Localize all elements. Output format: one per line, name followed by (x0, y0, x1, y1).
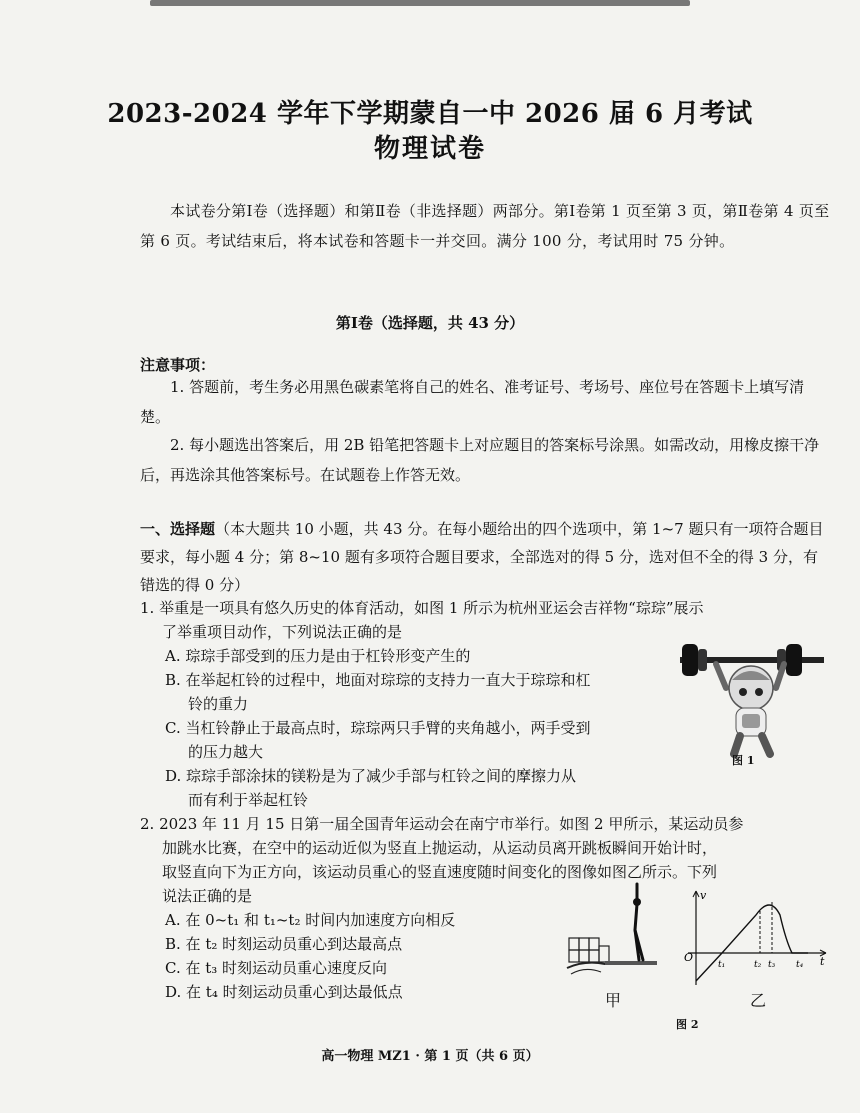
v-axis-label: v (700, 889, 707, 902)
q1-stem-line2: 了举重项目动作，下列说法正确的是 (162, 623, 403, 641)
q2-stem-line1: 2. 2023 年 11 月 15 日第一届全国青年运动会在南宁市举行。如图 2 甲所示，某运动员参 (140, 815, 744, 833)
part1-instructions (140, 515, 830, 599)
part1-heading: 一、选择题 (140, 520, 216, 538)
figure-2b-label: 乙 (750, 991, 767, 1010)
exam-subject: 物理试卷 (373, 134, 486, 164)
q2-stem-line2: 加跳水比赛，在空中的运动近似为竖直上抛运动，从运动员离开跳板瞬间开始计时， (162, 839, 718, 857)
q2-option-b: B. 在 t₂ 时刻运动员重心到达最高点 (165, 935, 403, 953)
tick-t2: t₂ (754, 960, 762, 970)
figure-2-caption: 图 2 (676, 1018, 699, 1031)
t-axis-label: t (820, 955, 825, 968)
origin-label: O (684, 951, 694, 964)
q1-option-c-line1: C. 当杠铃静止于最高点时，琮琮两只手臂的夹角越小，两手受到 (165, 719, 591, 737)
q2-option-c: C. 在 t₃ 时刻运动员重心速度反向 (165, 959, 388, 977)
note-item-1: 1. 答题前，考生务必用黑色碳素笔将自己的姓名、准考证号、考场号、座位号在答题卡上填写清楚。 (140, 378, 805, 426)
figure-1-weightlifting-mascot (676, 640, 826, 758)
figure-2a-label: 甲 (605, 991, 622, 1010)
q1-option-a: A. 琮琮手部受到的压力是由于杠铃形变产生的 (165, 647, 471, 665)
scan-edge-shadow (150, 0, 690, 6)
part1-text: （本大题共 10 小题，共 43 分。在每小题给出的四个选项中，第 1~7 题只有一项符合题目要求，每小题 4 分；第 8~10 题有多项符合题目要求，全部选对的得 5 分，选对但不全的得 3 分，有错选的得 0 分） (140, 520, 824, 594)
q1-option-c-line2: 的压力越大 (188, 743, 264, 761)
note-item-2: 2. 每小题选出答案后，用 2B 铅笔把答题卡上对应题目的答案标号涂黑。如需改动，用橡皮擦干净后，再选涂其他答案标号。在试题卷上作答无效。 (140, 436, 820, 484)
page-footer: 高一物理 MZ1 · 第 1 页（共 6 页） (321, 1049, 539, 1064)
exam-title: 2023-2024 学年下学期蒙自一中 2026 届 6 月考试 (107, 99, 753, 129)
q2-option-a: A. 在 0~t₁ 和 t₁~t₂ 时间内加速度方向相反 (165, 911, 456, 929)
q1-option-d-line1: D. 琮琮手部涂抹的镁粉是为了减少手部与杠铃之间的摩擦力从 (165, 767, 577, 785)
q2-stem-line3: 取竖直向下为正方向，该运动员重心的竖直速度随时间变化的图像如图乙所示。下列 (162, 863, 718, 881)
q2-stem-line4: 说法正确的是 (162, 887, 253, 905)
q1-option-b-line1: B. 在举起杠铃的过程中，地面对琮琮的支持力一直大于琮琮和杠 (165, 671, 591, 689)
notes-heading: 注意事项： (140, 356, 216, 374)
q1-option-d-line2: 而有利于举起杠铃 (188, 791, 309, 809)
tick-t4: t₄ (796, 960, 804, 970)
velocity-curve (696, 905, 808, 981)
figure-2a-diver (565, 880, 665, 985)
q1-option-b-line2: 铃的重力 (188, 695, 249, 713)
q2-option-d: D. 在 t₄ 时刻运动员重心到达最低点 (165, 983, 403, 1001)
figure-2b-velocity-time-graph (682, 885, 832, 995)
intro-paragraph: 本试卷分第Ⅰ卷（选择题）和第Ⅱ卷（非选择题）两部分。第Ⅰ卷第 1 页至第 3 页，第Ⅱ卷第 4 页至第 6 页。考试结束后，将本试卷和答题卡一并交回。满分 100 分，考试用时 75 分钟。 (140, 202, 830, 250)
tick-t3: t₃ (768, 960, 776, 970)
section-title: 第Ⅰ卷（选择题，共 43 分） (335, 314, 525, 332)
q1-stem-line1: 1. 举重是一项具有悠久历史的体育活动，如图 1 所示为杭州亚运会吉祥物“琮琮”展示 (140, 599, 704, 617)
tick-t1: t₁ (718, 960, 726, 970)
figure-1-caption: 图 1 (732, 754, 755, 767)
